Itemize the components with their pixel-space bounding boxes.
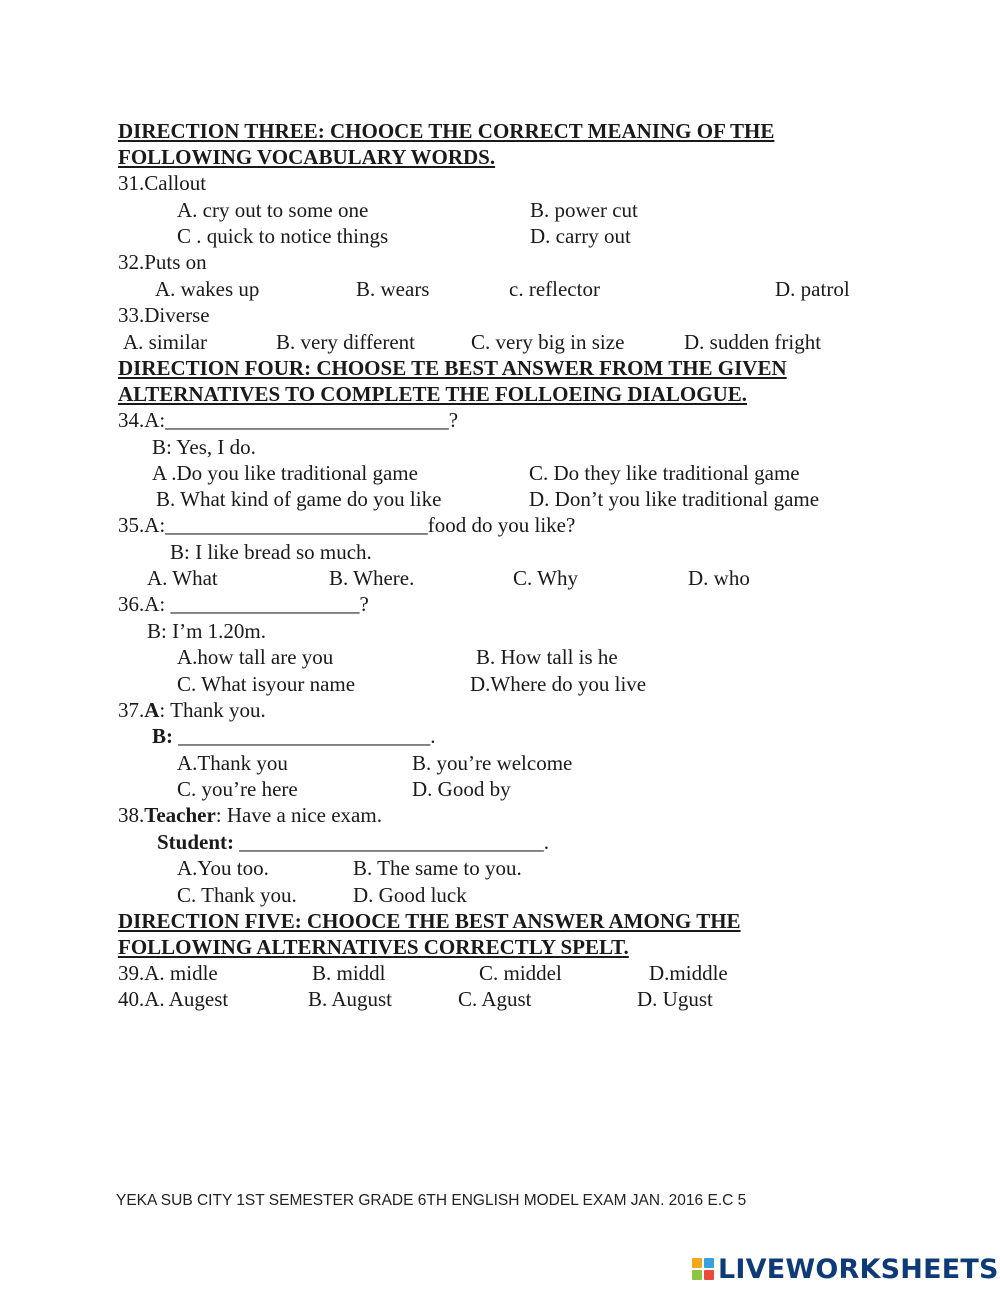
question-35-option-a[interactable]: A. What [147,566,218,590]
liveworksheets-logo[interactable] [692,1254,999,1284]
question-37-option-a[interactable]: A.Thank you [177,751,288,775]
question-31-option-a[interactable]: A. cry out to some one [177,198,369,222]
direction-three-heading-line1: DIRECTION THREE: CHOOCE THE CORRECT MEANING OF THE [118,119,775,143]
question-32-option-b[interactable]: B. wears [356,277,430,301]
question-37-speaker-b: B: [152,724,173,748]
question-37-number: 37. [118,698,145,722]
question-38-blank: _____________________________. [234,830,550,854]
question-36-option-b[interactable]: B. How tall is he [476,645,618,669]
question-38-option-d[interactable]: D. Good luck [353,883,467,907]
question-38-teacher-text: : Have a nice exam. [215,803,382,827]
question-33-stem: 33.Diverse [118,303,210,327]
question-38-number: 38. [118,803,145,827]
question-38-option-a[interactable]: A.You too. [177,856,269,880]
question-36-stem: 36.A: __________________? [118,592,369,616]
question-34-option-a[interactable]: A .Do you like traditional game [152,461,418,485]
question-32-stem: 32.Puts on [118,250,207,274]
logo-square-icon [704,1270,714,1280]
question-37-blank: ________________________. [173,724,436,748]
question-37-line-b [152,723,436,749]
question-36-option-c[interactable]: C. What isyour name [177,672,356,696]
question-35-option-c[interactable]: C. Why [513,566,578,590]
liveworksheets-logo-icon [692,1258,714,1280]
page-footer: YEKA SUB CITY 1ST SEMESTER GRADE 6TH ENGLISH MODEL EXAM JAN. 2016 E.C 5 [116,1192,747,1209]
logo-square-icon [704,1258,714,1268]
question-36-option-d[interactable]: D.Where do you live [470,672,647,696]
question-31-option-c[interactable]: C . quick to notice things [177,224,389,248]
question-35-option-d[interactable]: D. who [688,566,750,590]
question-34-option-d[interactable]: D. Don’t you like traditional game [529,487,820,511]
question-34-reply: B: Yes, I do. [152,435,256,459]
question-33-option-a[interactable]: A. similar [123,330,207,354]
question-38-teacher-line [118,802,382,828]
question-35-reply: B: I like bread so much. [170,540,372,564]
question-35-option-b[interactable]: B. Where. [329,566,415,590]
direction-five-heading-line1: DIRECTION FIVE: CHOOCE THE BEST ANSWER AMONG THE [118,909,741,933]
question-38-student-label: Student: [157,830,235,854]
question-38-student-line [157,829,549,855]
question-39-option-d[interactable]: D.middle [649,961,728,985]
question-31-stem: 31.Callout [118,171,207,195]
question-39-option-a[interactable]: 39.A. midle [118,961,218,985]
question-40-option-b[interactable]: B. August [308,987,393,1011]
question-37-option-d[interactable]: D. Good by [412,777,511,801]
question-33-option-d[interactable]: D. sudden fright [684,330,822,354]
question-39-option-b[interactable]: B. middl [312,961,386,985]
question-37-option-c[interactable]: C. you’re here [177,777,298,801]
question-38-teacher-label: Teacher [144,803,216,827]
question-31-option-d[interactable]: D. carry out [530,224,631,248]
direction-three-heading-line2: FOLLOWING VOCABULARY WORDS. [118,145,496,169]
question-32-option-d[interactable]: D. patrol [775,277,850,301]
question-39-option-c[interactable]: C. middel [479,961,562,985]
question-36-option-a[interactable]: A.how tall are you [177,645,334,669]
question-37-text-a: : Thank you. [159,698,266,722]
logo-square-icon [692,1258,702,1268]
question-35-stem: 35.A:_________________________food do you like? [118,513,576,537]
question-32-option-c[interactable]: c. reflector [509,277,600,301]
question-37-option-b[interactable]: B. you’re welcome [412,751,573,775]
direction-four-heading-line2: ALTERNATIVES TO COMPLETE THE FOLLOEING DIALOGUE. [118,382,747,406]
question-34-stem: 34.A:___________________________? [118,408,459,432]
question-33-option-b[interactable]: B. very different [276,330,415,354]
question-37-speaker-a: A [144,698,160,722]
liveworksheets-logo-text: LIVEWORKSHEETS [718,1253,999,1285]
logo-square-icon [692,1270,702,1280]
direction-four-heading-line1: DIRECTION FOUR: CHOOSE TE BEST ANSWER FROM THE GIVEN [118,356,787,380]
question-32-option-a[interactable]: A. wakes up [155,277,260,301]
question-34-option-b[interactable]: B. What kind of game do you like [156,487,442,511]
question-36-reply: B: I’m 1.20m. [147,619,266,643]
question-40-option-a[interactable]: 40.A. Augest [118,987,229,1011]
question-37-line-a [118,697,266,723]
question-38-option-c[interactable]: C. Thank you. [177,883,297,907]
question-38-option-b[interactable]: B. The same to you. [353,856,522,880]
question-40-option-c[interactable]: C. Agust [458,987,532,1011]
question-31-option-b[interactable]: B. power cut [530,198,638,222]
question-33-option-c[interactable]: C. very big in size [471,330,625,354]
direction-five-heading-line2: FOLLOWING ALTERNATIVES CORRECTLY SPELT. [118,935,629,959]
question-40-option-d[interactable]: D. Ugust [637,987,713,1011]
question-34-option-c[interactable]: C. Do they like traditional game [529,461,800,485]
